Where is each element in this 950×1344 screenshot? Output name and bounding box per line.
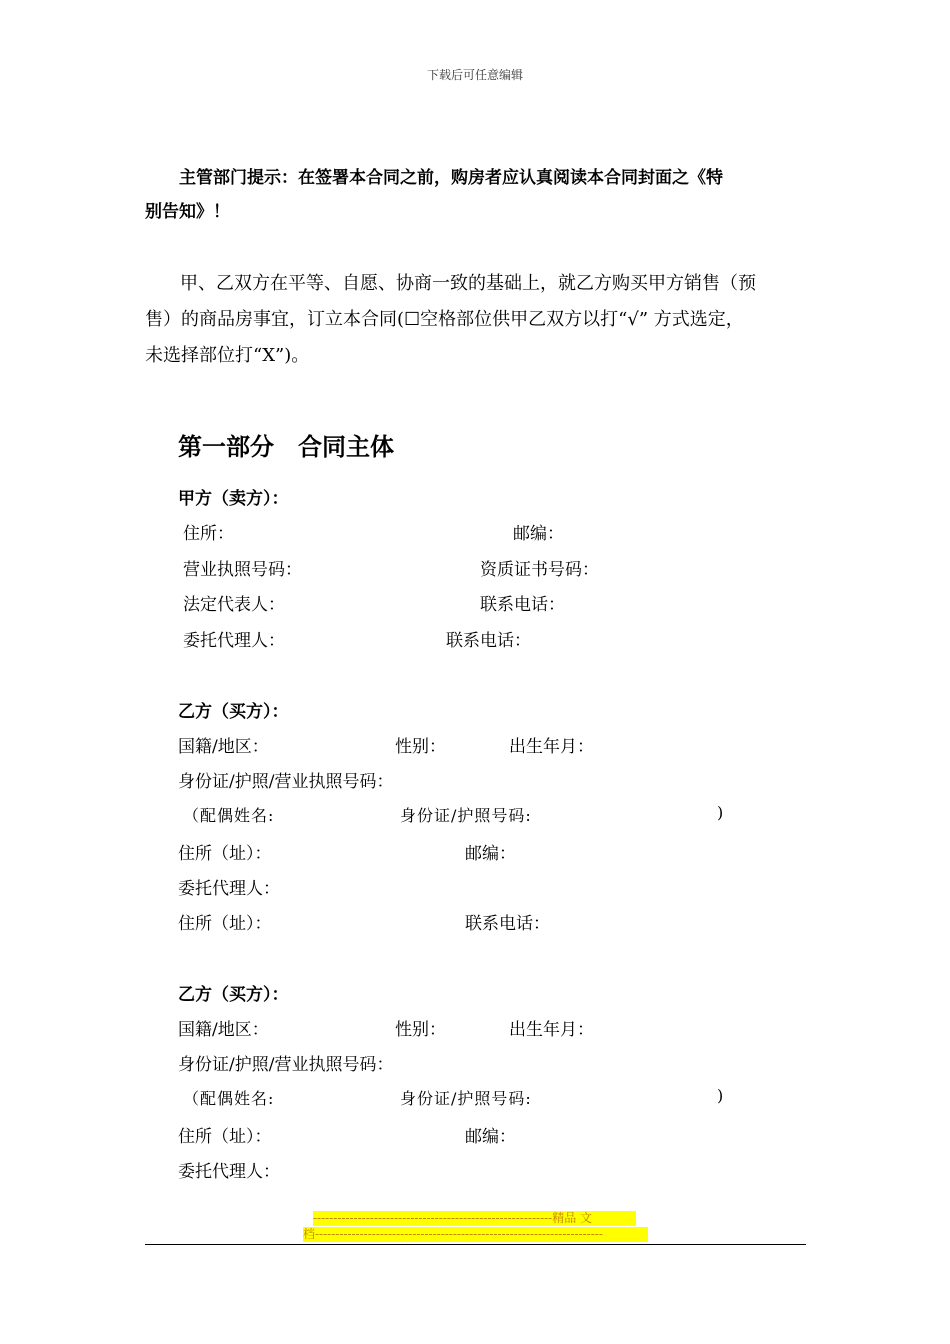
authority-notice	[145, 161, 810, 229]
party-b-spouse-name-label: （配偶姓名:	[183, 806, 275, 825]
party-b2-title: 乙方（买方）：	[178, 985, 289, 1005]
party-b-spouse-id-label: 身份证/护照号码:	[400, 806, 532, 825]
footer-watermark-line-2: 档-----------------------------------------------------------------------	[303, 1227, 648, 1242]
intro-line-1: 甲、乙双方在平等、自愿、协商一致的基础上，就乙方购买甲方销售（预	[180, 273, 756, 294]
party-b-address-label: 住所（址）：	[178, 844, 272, 864]
party-b-title: 乙方（买方）：	[178, 702, 289, 722]
party-a-title: 甲方（卖方）：	[178, 489, 289, 509]
section-title: 第一部分 合同主体	[178, 433, 394, 461]
party-b2-nationality-label: 国籍/地区：	[178, 1020, 269, 1040]
intro-line-3: 未选择部位打“X”)。	[145, 345, 310, 366]
party-b-agent-phone-label: 联系电话：	[465, 914, 550, 934]
party-a-agent-phone-label: 联系电话：	[446, 631, 531, 651]
party-b2-postcode-label: 邮编：	[465, 1127, 516, 1147]
party-b-id-label: 身份证/护照/营业执照号码：	[178, 772, 394, 792]
party-a-address-label: 住所：	[183, 524, 234, 544]
page-header: 下载后可任意编辑	[426, 68, 523, 82]
party-b-postcode-label: 邮编：	[465, 844, 516, 864]
notice-line-2: 别告知》！	[145, 202, 230, 222]
party-a-agent-label: 委托代理人：	[183, 631, 285, 651]
party-a-phone-label: 联系电话：	[480, 595, 565, 615]
party-b2-agent-label: 委托代理人：	[178, 1162, 280, 1182]
party-a-postcode-label: 邮编：	[513, 524, 564, 544]
party-a-legal-rep-label: 法定代表人：	[183, 595, 285, 615]
party-a-qualification-label: 资质证书号码：	[480, 560, 599, 580]
party-b-nationality-label: 国籍/地区：	[178, 737, 269, 757]
party-b2-spouse-id-label: 身份证/护照号码:	[400, 1089, 532, 1108]
party-a-license-label: 营业执照号码：	[183, 560, 302, 580]
party-b2-address-label: 住所（址）：	[178, 1127, 272, 1147]
party-b-birth-label: 出生年月：	[509, 737, 594, 757]
party-b-agent-address-label: 住所（址）：	[178, 914, 272, 934]
party-b-gender-label: 性别：	[395, 737, 446, 757]
footer-watermark-line-1: -----------------------------------------------------------精品 文	[313, 1211, 636, 1226]
party-b-agent-label: 委托代理人：	[178, 879, 280, 899]
party-b2-birth-label: 出生年月：	[509, 1020, 594, 1040]
party-b2-gender-label: 性别：	[395, 1020, 446, 1040]
party-b2-spouse-name-label: （配偶姓名:	[183, 1089, 275, 1108]
notice-line-1: 主管部门提示：在签署本合同之前，购房者应认真阅读本合同封面之《特	[179, 168, 723, 188]
party-b2-spouse-close: )	[717, 1086, 725, 1105]
intro-line-2: 售）的商品房事宜，订立本合同(☐空格部位供甲乙双方以打“√” 方式选定，	[145, 309, 744, 330]
footer-divider	[145, 1244, 806, 1245]
intro-paragraph	[145, 266, 810, 374]
party-b2-id-label: 身份证/护照/营业执照号码：	[178, 1055, 394, 1075]
party-b-spouse-close: )	[717, 803, 725, 822]
